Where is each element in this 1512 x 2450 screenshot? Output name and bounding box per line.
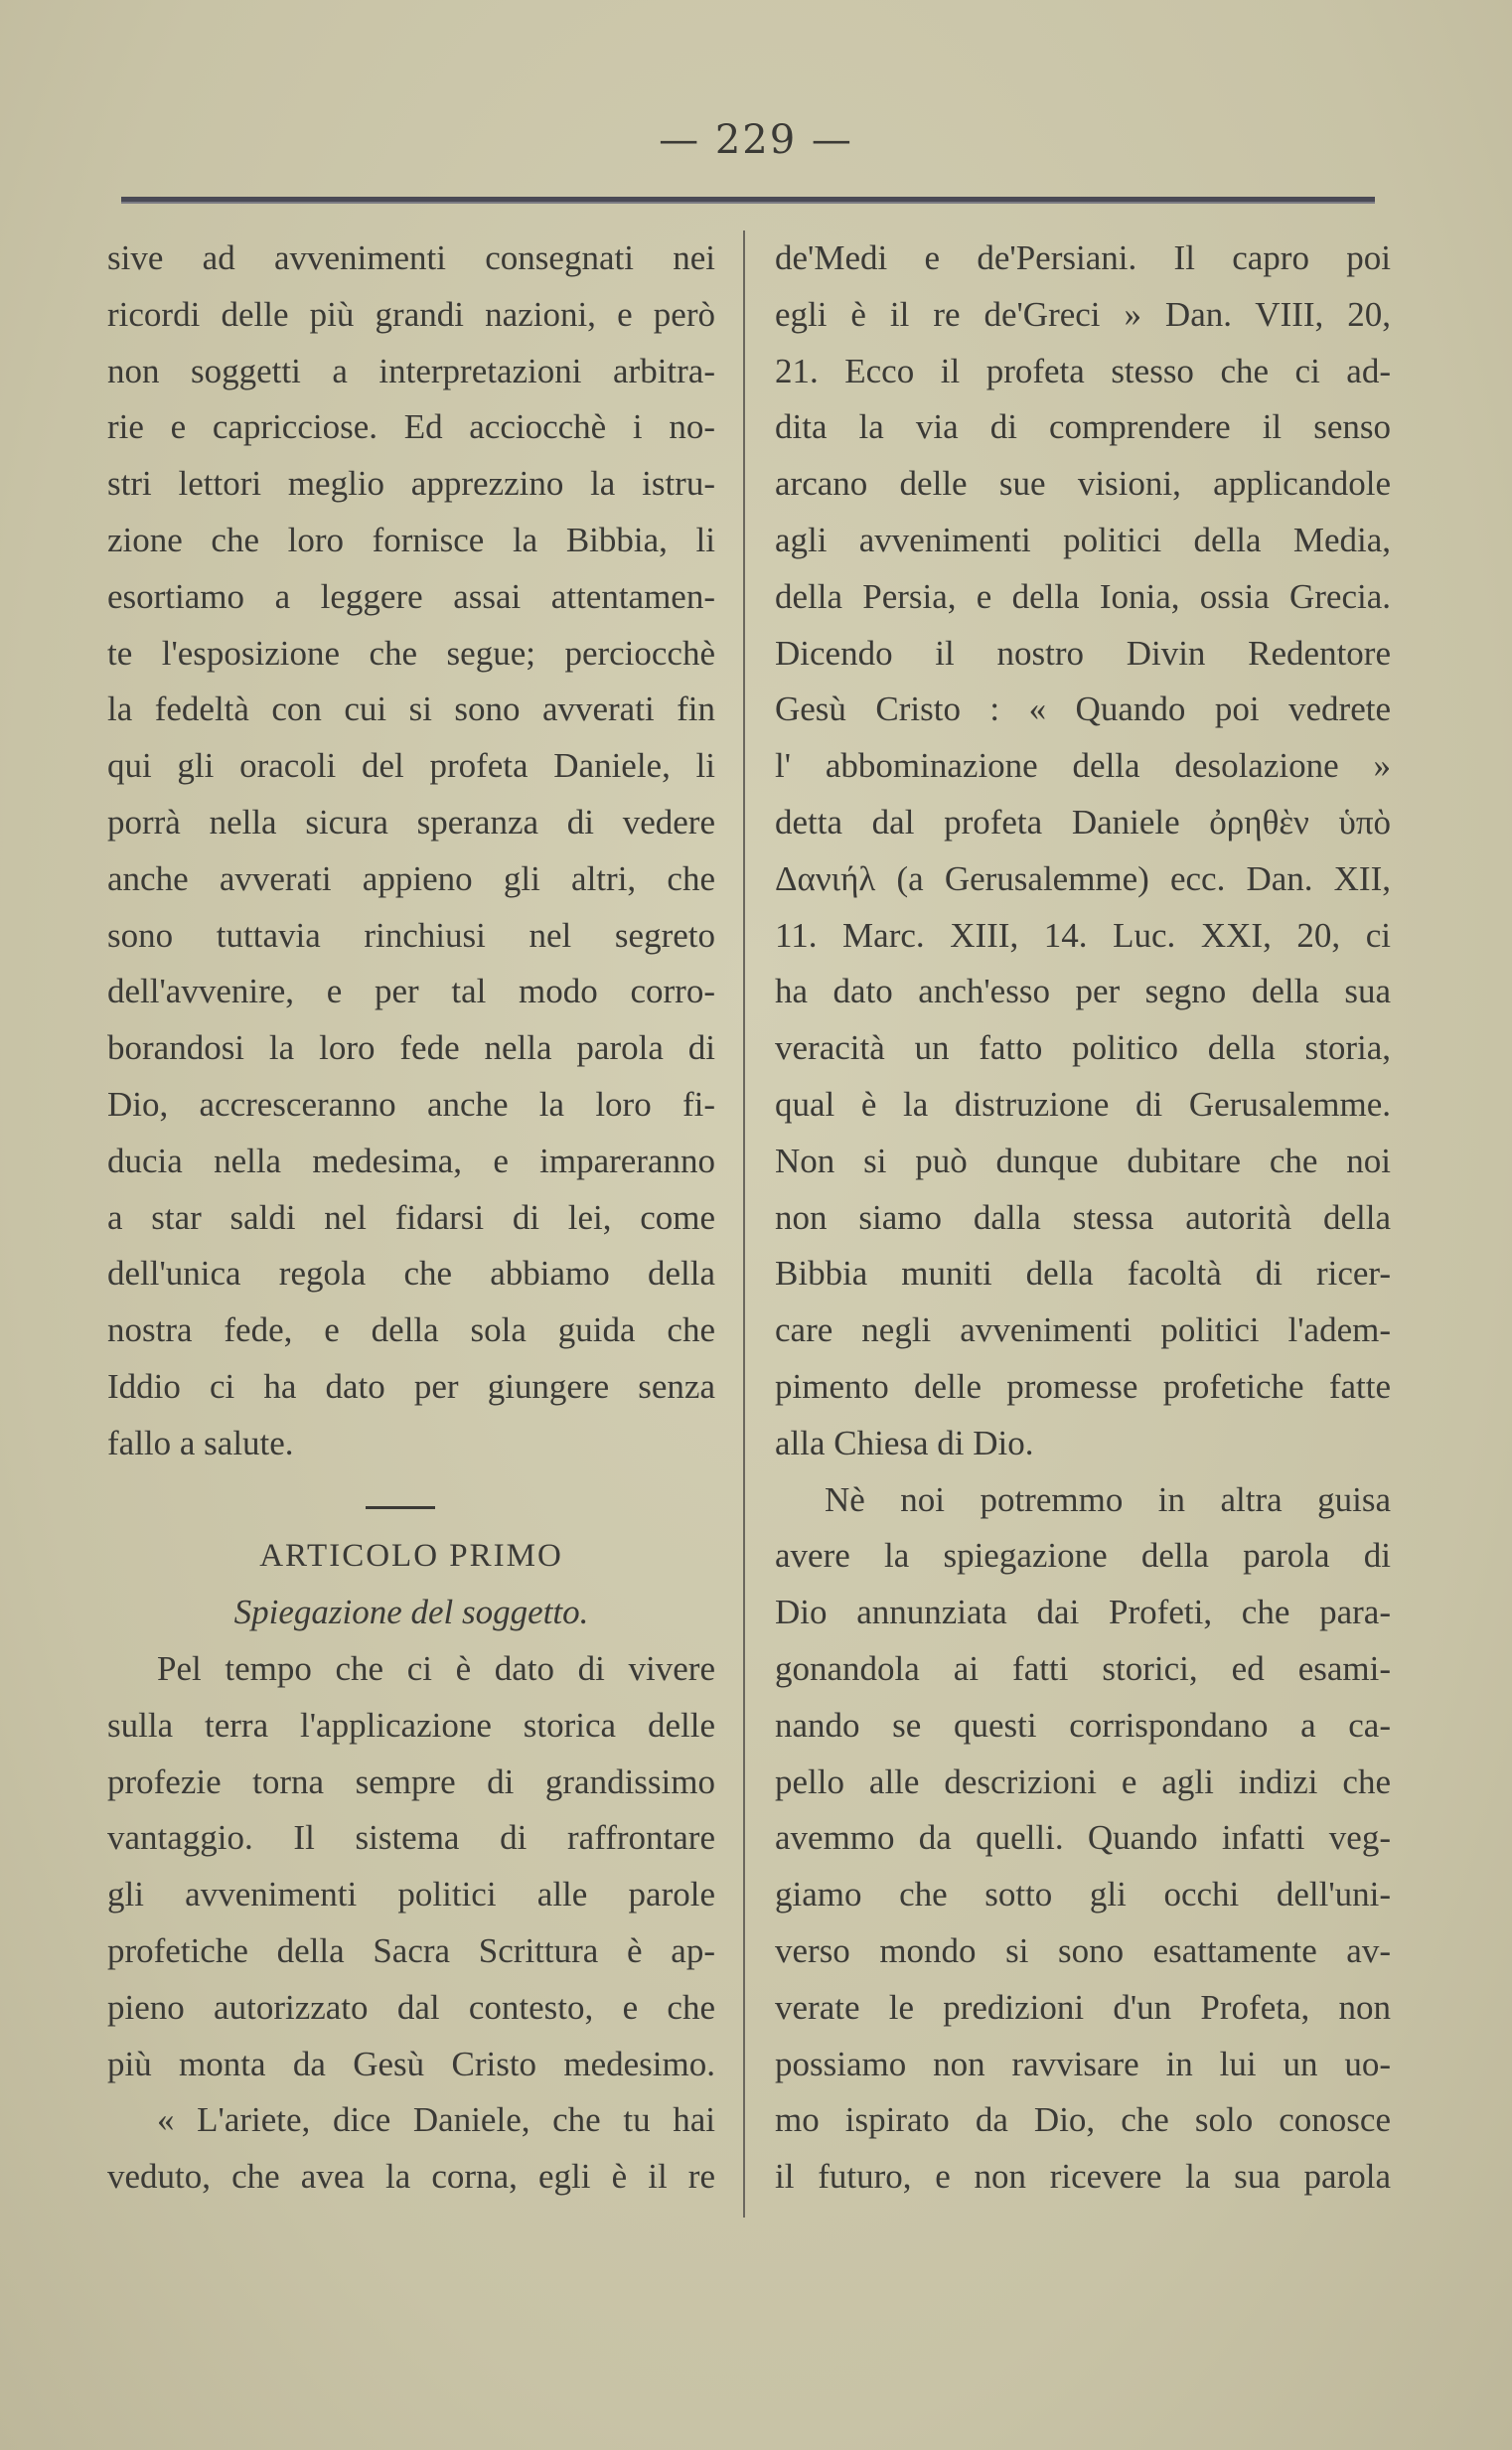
text-line: Dio, accresceranno anche la loro fi- — [107, 1084, 715, 1124]
text-line: gonandola ai fatti storici, ed esami- — [775, 1648, 1391, 1688]
text-line: egli è il re de'Greci » Dan. VIII, 20, — [775, 294, 1391, 334]
text-line: avemmo da quelli. Quando infatti veg- — [775, 1818, 1391, 1858]
text-line: verso mondo si sono esattamente av- — [775, 1930, 1391, 1970]
text-line: verate le predizioni d'un Profeta, non — [775, 1987, 1391, 2027]
text-line: zione che loro fornisce la Bibbia, li — [107, 520, 715, 559]
page-number: — 229 — — [659, 117, 853, 163]
text-line: profetiche della Sacra Scrittura è ap- — [107, 1930, 715, 1970]
text-line: a star saldi nel fidarsi di lei, come — [107, 1197, 715, 1237]
text-line: mo ispirato da Dio, che solo conosce — [775, 2100, 1391, 2140]
text-line: la fedeltà con cui si sono avverati fin — [107, 689, 715, 729]
text-line: de'Medi e de'Persiani. Il capro poi — [775, 238, 1391, 277]
text-line: rie e capricciose. Ed acciocchè i no- — [107, 407, 715, 447]
text-line: Iddio ci ha dato per giungere senza — [107, 1366, 715, 1406]
text-line: Pel tempo che ci è dato di vivere — [157, 1648, 715, 1688]
text-line: detta dal profeta Daniele ὀρηθὲν ὑπὸ — [775, 802, 1391, 842]
text-line: ducia nella medesima, e impareranno — [107, 1141, 715, 1180]
text-line: Non si può dunque dubitare che noi — [775, 1141, 1391, 1180]
text-line: dita la via di comprendere il senso — [775, 407, 1391, 447]
text-line: fallo a salute. — [107, 1423, 294, 1462]
text-line: giamo che sotto gli occhi dell'uni- — [775, 1875, 1391, 1914]
text-line: Gesù Cristo : « Quando poi vedrete — [775, 689, 1391, 729]
text-line: pello alle descrizioni e agli indizi che — [775, 1761, 1391, 1801]
text-line: veracità un fatto politico della storia, — [775, 1028, 1391, 1068]
text-line: ha dato anch'esso per segno della sua — [775, 972, 1391, 1011]
section-separator — [107, 1472, 715, 1529]
text-line: profezie torna sempre di grandissimo — [107, 1761, 715, 1801]
text-line: alla Chiesa di Dio. — [775, 1423, 1034, 1462]
text-line: sive ad avvenimenti consegnati nei — [107, 238, 715, 277]
text-line: esortiamo a leggere assai attentamen- — [107, 576, 715, 616]
right-column — [775, 230, 1391, 2206]
text-line: 21. Ecco il profeta stesso che ci ad- — [775, 351, 1391, 390]
text-line: Δανιήλ (a Gerusalemme) ecc. Dan. XII, — [775, 858, 1391, 898]
header-rule — [121, 197, 1375, 204]
text-line: qui gli oracoli del profeta Daniele, li — [107, 746, 715, 786]
text-line: avere la spiegazione della parola di — [775, 1536, 1391, 1576]
text-line: Dio annunziata dai Profeti, che para- — [775, 1593, 1391, 1632]
text-line: sulla terra l'applicazione storica delle — [107, 1705, 715, 1745]
text-line: te l'esposizione che segue; perciocchè — [107, 633, 715, 673]
text-line: Nè noi potremmo in altra guisa — [825, 1479, 1391, 1519]
text-line: il futuro, e non ricevere la sua parola — [775, 2157, 1391, 2197]
text-line: gli avvenimenti politici alle parole — [107, 1875, 715, 1914]
text-line: Bibbia muniti della facoltà di ricer- — [775, 1254, 1391, 1294]
text-line: ricordi delle più grandi nazioni, e però — [107, 294, 715, 334]
text-line: agli avvenimenti politici della Media, — [775, 520, 1391, 559]
text-line: più monta da Gesù Cristo medesimo. — [107, 2044, 715, 2083]
text-line: Dicendo il nostro Divin Redentore — [775, 633, 1391, 673]
text-line: vantaggio. Il sistema di raffrontare — [107, 1818, 715, 1858]
section-subheading: Spiegazione del soggetto. — [233, 1593, 589, 1632]
text-line: della Persia, e della Ionia, ossia Grecia. — [775, 576, 1391, 616]
text-line: possiamo non ravvisare in lui un uo- — [775, 2044, 1391, 2083]
column-divider — [743, 230, 745, 2218]
text-line: anche avverati appieno gli altri, che — [107, 858, 715, 898]
text-line: veduto, che avea la corna, egli è il re — [107, 2157, 715, 2197]
text-line: pieno autorizzato dal contesto, e che — [107, 1987, 715, 2027]
text-line: nando se questi corrispondano a ca- — [775, 1705, 1391, 1745]
text-line: non siamo dalla stessa autorità della — [775, 1197, 1391, 1237]
text-line: dell'avvenire, e per tal modo corro- — [107, 972, 715, 1011]
section-heading: ARTICOLO PRIMO — [259, 1538, 563, 1575]
text-line: pimento delle promesse profetiche fatte — [775, 1366, 1391, 1406]
text-line: stri lettori meglio apprezzino la istru- — [107, 464, 715, 504]
text-line: porrà nella sicura speranza di vedere — [107, 802, 715, 842]
left-column — [107, 230, 715, 2206]
text-line: non soggetti a interpretazioni arbitra- — [107, 351, 715, 390]
text-line: nostra fede, e della sola guida che — [107, 1310, 715, 1350]
text-line: « L'ariete, dice Daniele, che tu hai — [157, 2100, 715, 2140]
text-line: borandosi la loro fede nella parola di — [107, 1028, 715, 1068]
text-line: l' abbominazione della desolazione » — [775, 746, 1391, 786]
text-line: sono tuttavia rinchiusi nel segreto — [107, 915, 715, 955]
text-line: care negli avvenimenti politici l'adem- — [775, 1310, 1391, 1350]
text-line: 11. Marc. XIII, 14. Luc. XXI, 20, ci — [775, 915, 1391, 955]
text-line: qual è la distruzione di Gerusalemme. — [775, 1084, 1391, 1124]
text-line: arcano delle sue visioni, applicandole — [775, 464, 1391, 504]
text-line: dell'unica regola che abbiamo della — [107, 1254, 715, 1294]
